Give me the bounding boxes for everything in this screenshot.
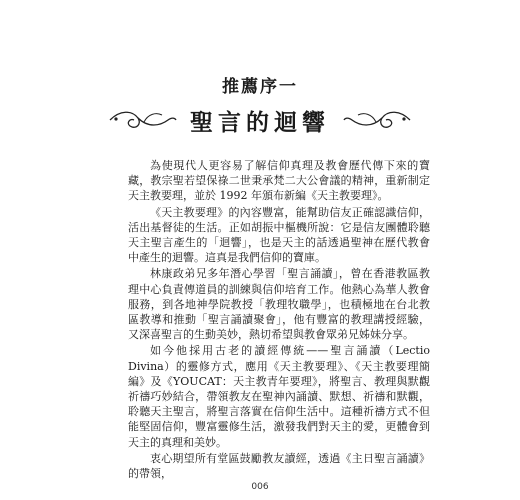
- page-number: 006: [251, 482, 269, 492]
- left-flourish-ornament: [108, 106, 178, 134]
- body-text: [128, 158, 430, 482]
- paragraph-1: 為使現代人更容易了解信仰真理及教會歷代傳下來的寶藏，教宗聖若望保祿二世秉承梵二大公會議的精神，重新制定天主教要理，並於 1992 年頒布新編《天主教要理》。: [128, 159, 430, 203]
- section-label: 推薦序一: [222, 77, 298, 97]
- paragraph-4: 如今他採用古老的讀經傳統——聖言誦讀（Lectio Divina）的靈修方式，應用《天主教要理》、《天主教要理簡編》及《YOUCAT：天主教青年要理》，將聖言、教理與默觀祈禱巧妙結合，帶領教友在聖神內誦讀、默想、祈禱和默觀，聆聽天主聖言，將聖言落實在信仰生活中。這種祈禱方式不但能堅固信仰，豐富靈修生活，激發我們對天主的愛，更體會到天主的真理和美妙。: [128, 344, 430, 449]
- right-flourish-ornament: [342, 106, 412, 134]
- page-title: 聖言的迴響: [190, 108, 330, 136]
- paragraph-3: 林康政弟兄多年潛心學習「聖言誦讀」，曾在香港教區教理中心負責傳道員的訓練與信仰培育工作。他熱心為華人教會服務，到各地神學院教授「教理牧職學」，也積極地在台北教區教導和推動「聖言誦讀聚會」，他有豐富的教理講授經驗，又深喜聖言的生動美妙，熱切希望與教會眾弟兄姊妹分享。: [128, 267, 430, 342]
- title-row: [0, 102, 520, 138]
- paragraph-2: 《天主教要理》的內容豐富，能幫助信友正確認識信仰，活出基督徒的生活。正如胡振中樞機所說：它是信友團體聆聽天主聖言產生的「迴響」，也是天主的話透過聖神在歷代教會中產生的迴響。這真是我們信仰的寶庫。: [128, 205, 430, 265]
- paragraph-5: 衷心期望所有堂區鼓勵教友讀經，透過《主日聖言誦讀》的帶領，: [128, 451, 430, 481]
